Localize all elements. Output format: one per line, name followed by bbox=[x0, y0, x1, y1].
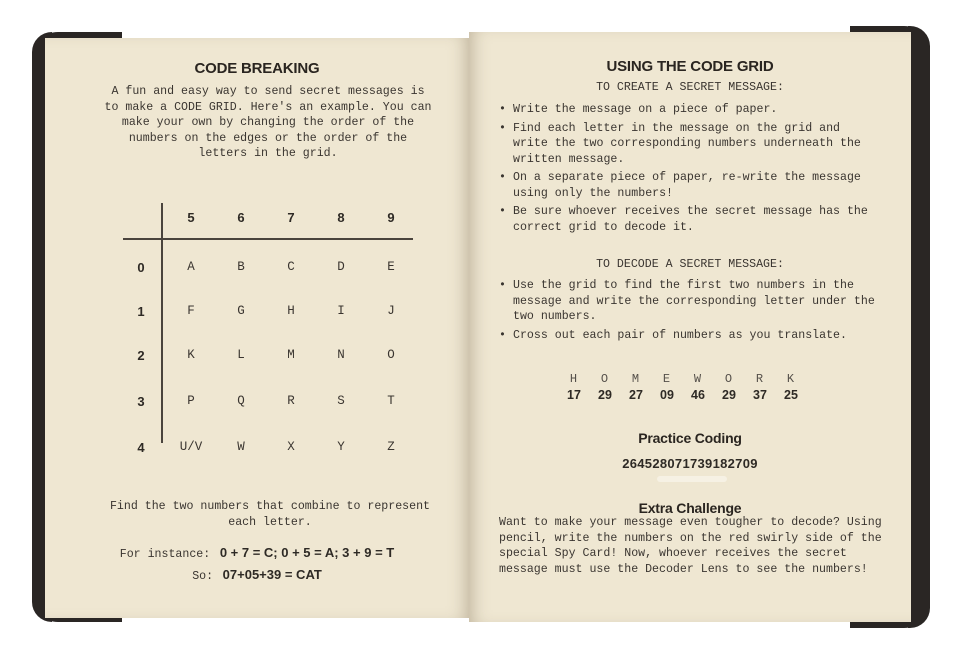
example-letter-pair bbox=[559, 372, 589, 402]
grid-cell: T bbox=[387, 394, 395, 408]
list-item: • Be sure whoever receives the secret message has the correct grid to decode it. bbox=[499, 204, 879, 235]
example-letter-pair bbox=[683, 372, 713, 402]
example-code: 37 bbox=[753, 387, 767, 402]
code-grid bbox=[123, 198, 413, 478]
grid-cell: G bbox=[237, 304, 245, 318]
so-line bbox=[45, 566, 469, 585]
grid-cell: A bbox=[187, 260, 195, 274]
example-code: 25 bbox=[784, 387, 798, 402]
grid-column-header: 8 bbox=[337, 210, 345, 225]
example-letter: O bbox=[724, 372, 734, 386]
example-letter: R bbox=[755, 372, 765, 386]
example-letter-pair bbox=[621, 372, 651, 402]
example-code: 29 bbox=[722, 387, 736, 402]
example-code: 17 bbox=[567, 387, 581, 402]
example-letter-pair bbox=[745, 372, 775, 402]
grid-row-header: 0 bbox=[137, 260, 145, 275]
grid-column-header: 9 bbox=[387, 210, 395, 225]
grid-cell: R bbox=[287, 394, 295, 408]
practice-heading: Practice Coding bbox=[638, 430, 742, 446]
faded-stripe bbox=[657, 476, 727, 482]
create-steps-list bbox=[499, 102, 879, 238]
grid-cell: N bbox=[337, 348, 345, 362]
right-page bbox=[469, 32, 911, 622]
grid-horizontal-line bbox=[123, 238, 413, 240]
instance-line bbox=[45, 544, 469, 563]
grid-cell: J bbox=[387, 304, 395, 318]
find-text: Find the two numbers that combine to represent each letter. bbox=[109, 500, 431, 529]
example-code: 46 bbox=[691, 387, 705, 402]
grid-cell: K bbox=[187, 348, 195, 362]
grid-cell: P bbox=[187, 394, 195, 408]
grid-row-header: 4 bbox=[137, 440, 145, 455]
grid-cell: U/V bbox=[179, 440, 203, 454]
grid-column-header: 5 bbox=[187, 210, 195, 225]
grid-cell: H bbox=[287, 304, 295, 318]
page-title: USING THE CODE GRID bbox=[606, 58, 774, 75]
grid-cell: X bbox=[287, 440, 295, 454]
intro-text: A fun and easy way to send secret messages is to make a CODE GRID. Here's an example. You can make your own by changing the order of the numbers on the edges or the order of the letters in the grid. bbox=[104, 85, 432, 160]
grid-cell: Y bbox=[337, 440, 345, 454]
so-label: So: bbox=[192, 570, 214, 583]
list-item: • Use the grid to find the first two numbers in the message and write the corresponding letter under the two numbers. bbox=[499, 278, 879, 325]
grid-row-header: 3 bbox=[137, 394, 145, 409]
grid-cell: B bbox=[237, 260, 245, 274]
decode-steps-list bbox=[499, 278, 879, 346]
extra-heading: Extra Challenge bbox=[638, 500, 742, 516]
grid-cell: Z bbox=[387, 440, 395, 454]
page-title: CODE BREAKING bbox=[194, 60, 320, 77]
grid-cell: D bbox=[337, 260, 345, 274]
grid-cell: W bbox=[237, 440, 245, 454]
grid-cell: M bbox=[287, 348, 295, 362]
example-letter: M bbox=[631, 372, 641, 386]
example-letter: E bbox=[662, 372, 672, 386]
example-letter-pair bbox=[714, 372, 744, 402]
example-letter: O bbox=[600, 372, 610, 386]
example-letter-pair bbox=[652, 372, 682, 402]
example-letter: H bbox=[569, 372, 579, 386]
create-heading: TO CREATE A SECRET MESSAGE: bbox=[596, 81, 784, 94]
example-letter-pair bbox=[590, 372, 620, 402]
so-value: 07+05+39 = CAT bbox=[222, 567, 322, 582]
grid-cell: S bbox=[337, 394, 345, 408]
list-item: • Write the message on a piece of paper. bbox=[499, 102, 879, 118]
grid-cell: E bbox=[387, 260, 395, 274]
grid-cell: C bbox=[287, 260, 295, 274]
extra-text: Want to make your message even tougher to decode? Using pencil, write the numbers on the red swirly side of the special Spy Card! Now, whoever receives the secret message must use the Decoder Lens to see the numbers! bbox=[499, 516, 882, 576]
grid-cell: F bbox=[187, 304, 195, 318]
instance-value: 0 + 7 = C; 0 + 5 = A; 3 + 9 = T bbox=[219, 545, 395, 560]
grid-row-header: 1 bbox=[137, 304, 145, 319]
cover-spine-right bbox=[908, 26, 930, 628]
example-letter: W bbox=[693, 372, 703, 386]
grid-row-header: 2 bbox=[137, 348, 145, 363]
list-item: • On a separate piece of paper, re-write the message using only the numbers! bbox=[499, 170, 879, 201]
list-item: • Cross out each pair of numbers as you translate. bbox=[499, 328, 879, 344]
left-page bbox=[45, 38, 469, 618]
grid-cell: I bbox=[337, 304, 345, 318]
example-code: 09 bbox=[660, 387, 674, 402]
example-letter-pair bbox=[776, 372, 806, 402]
example-letter: K bbox=[786, 372, 796, 386]
instance-label: For instance: bbox=[119, 548, 211, 561]
grid-column-header: 7 bbox=[287, 210, 295, 225]
example-code: 29 bbox=[598, 387, 612, 402]
practice-code: 264528071739182709 bbox=[622, 456, 758, 471]
grid-cell: L bbox=[237, 348, 245, 362]
grid-cell: O bbox=[387, 348, 395, 362]
list-item: • Find each letter in the message on the grid and write the two corresponding numbers underneath the written message. bbox=[499, 121, 879, 168]
grid-cell: Q bbox=[237, 394, 245, 408]
example-code: 27 bbox=[629, 387, 643, 402]
grid-column-header: 6 bbox=[237, 210, 245, 225]
decode-heading: TO DECODE A SECRET MESSAGE: bbox=[596, 258, 784, 271]
